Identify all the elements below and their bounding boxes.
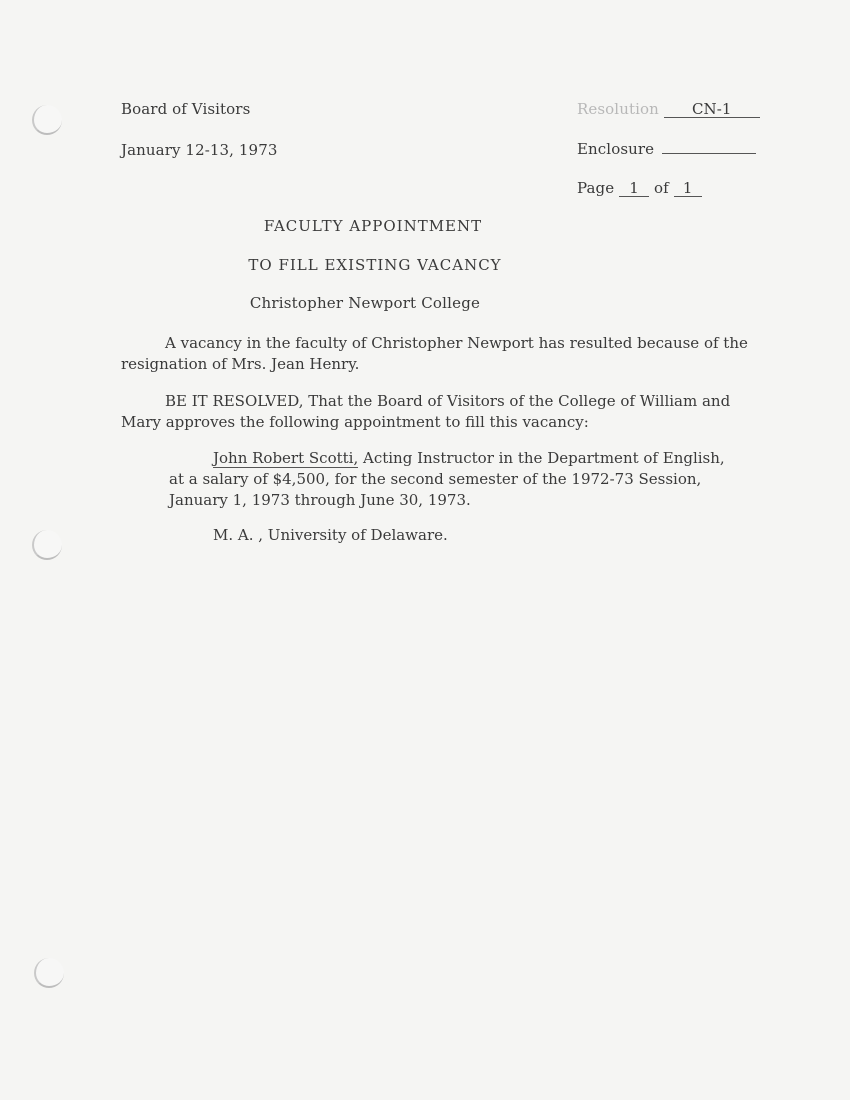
appointee-name: John Robert Scotti, <box>213 449 359 467</box>
vacancy-paragraph-line: A vacancy in the faculty of Christopher Newport has resulted because of the <box>165 334 748 352</box>
document-title: FACULTY APPOINTMENT <box>263 217 483 235</box>
punch-hole <box>32 530 62 560</box>
enclosure-value <box>662 153 756 154</box>
appointment-line: January 1, 1973 through June 30, 1973. <box>169 491 471 509</box>
college-name: Christopher Newport College <box>249 294 481 312</box>
appointment-line <box>213 448 725 469</box>
resolution-paragraph-line: Mary approves the following appointment to fill this vacancy: <box>121 413 589 431</box>
resolution-paragraph-line: BE IT RESOLVED, That the Board of Visitors of the College of William and <box>165 392 731 410</box>
appointment-line: at a salary of $4,500, for the second semester of the 1972-73 Session, <box>169 470 702 488</box>
vacancy-paragraph-line: resignation of Mrs. Jean Henry. <box>121 355 360 373</box>
appointment-title: Acting Instructor in the Department of English, <box>358 449 725 467</box>
punch-hole <box>32 105 62 135</box>
board-label: Board of Visitors <box>121 100 251 118</box>
resolution-field <box>577 100 760 118</box>
degree-line: M. A. , University of Delaware. <box>213 526 448 544</box>
page-of-label: of <box>654 179 669 197</box>
page-number: 1 <box>619 180 649 197</box>
enclosure-field <box>577 140 756 158</box>
document-subtitle: TO FILL EXISTING VACANCY <box>248 256 502 274</box>
resolution-value: CN-1 <box>664 101 760 118</box>
meeting-date: January 12-13, 1973 <box>121 141 278 159</box>
page-label: Page <box>577 179 615 197</box>
page-field <box>577 179 702 197</box>
resolution-label: Resolution <box>577 100 659 118</box>
page-total: 1 <box>674 180 702 197</box>
enclosure-label: Enclosure <box>577 140 655 158</box>
punch-hole <box>34 958 64 988</box>
